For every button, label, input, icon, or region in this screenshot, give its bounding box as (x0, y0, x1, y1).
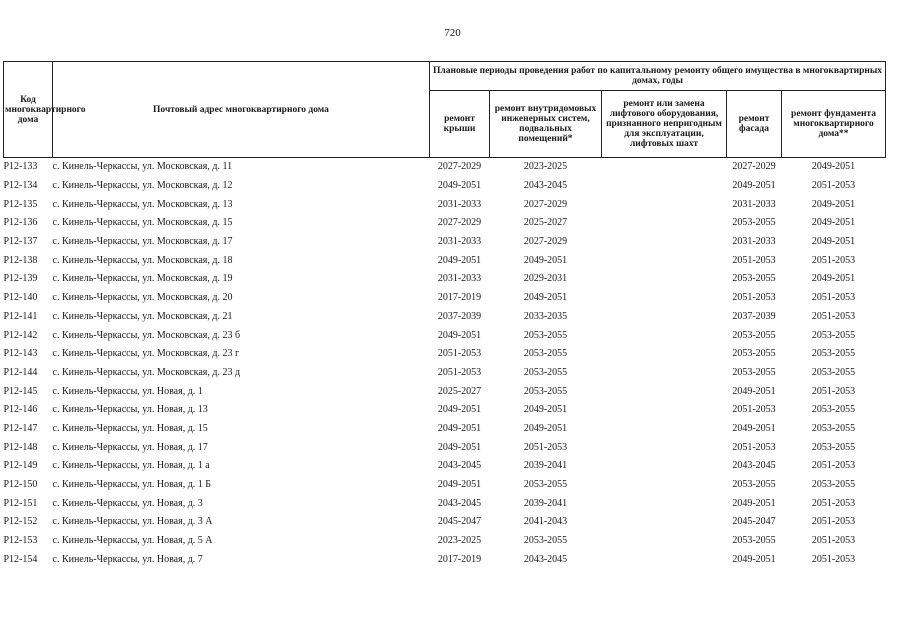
cell-facade: 2049-2051 (732, 385, 776, 397)
cell-address: с. Кинель-Черкассы, ул. Московская, д. 19 (52, 273, 233, 285)
cell-foundation: 2053-2055 (811, 479, 856, 491)
cell-facade: 2053-2055 (732, 329, 776, 341)
cell-lift (602, 401, 727, 420)
cell-code: Р12-139 (3, 273, 38, 285)
table-row (4, 158, 886, 177)
cell-facade: 2049-2051 (732, 553, 776, 565)
cell-roof: 2043-2045 (437, 497, 482, 509)
cell-facade: 2031-2033 (732, 236, 776, 248)
table-row (4, 476, 886, 495)
cell-lift (602, 494, 727, 513)
cell-systems: 2043-2045 (523, 180, 568, 192)
table-body (4, 158, 886, 570)
cell-lift (602, 476, 727, 495)
cell-foundation: 2051-2053 (811, 516, 856, 528)
cell-facade: 2053-2055 (732, 479, 776, 491)
table-row (4, 401, 886, 420)
cell-code: Р12-149 (3, 460, 38, 472)
cell-roof: 2031-2033 (437, 198, 482, 210)
cell-code: Р12-146 (3, 404, 38, 416)
cell-roof: 2043-2045 (437, 460, 482, 472)
cell-lift (602, 382, 727, 401)
cell-systems: 2039-2041 (523, 497, 568, 509)
table-row (4, 308, 886, 327)
cell-foundation: 2049-2051 (811, 236, 856, 248)
cell-lift (602, 270, 727, 289)
cell-lift (602, 251, 727, 270)
cell-address: с. Кинель-Черкассы, ул. Московская, д. 23 д (52, 366, 241, 378)
page-number: 720 (444, 27, 461, 39)
cell-systems: 2053-2055 (523, 535, 568, 547)
cell-foundation: 2051-2053 (811, 180, 856, 192)
cell-code: Р12-144 (3, 366, 38, 378)
cell-systems: 2049-2051 (523, 254, 568, 266)
cell-lift (602, 532, 727, 551)
table-row (4, 494, 886, 513)
cell-lift (602, 364, 727, 383)
cell-systems: 2023-2025 (523, 161, 568, 173)
cell-roof: 2027-2029 (437, 161, 482, 173)
cell-code: Р12-142 (3, 329, 38, 341)
cell-lift (602, 289, 727, 308)
table-row (4, 214, 886, 233)
cell-address: с. Кинель-Черкассы, ул. Новая, д. 3 А (52, 516, 213, 528)
cell-systems: 2025-2027 (523, 217, 568, 229)
cell-facade: 2031-2033 (732, 198, 776, 210)
cell-systems: 2049-2051 (523, 404, 568, 416)
cell-systems: 2051-2053 (523, 441, 568, 453)
cell-foundation: 2051-2053 (811, 254, 856, 266)
cell-systems: 2053-2055 (523, 366, 568, 378)
cell-address: с. Кинель-Черкассы, ул. Московская, д. 18 (52, 254, 233, 266)
cell-code: Р12-151 (3, 497, 38, 509)
cell-lift (602, 177, 727, 196)
cell-roof: 2051-2053 (437, 348, 482, 360)
cell-roof: 2049-2051 (437, 422, 482, 434)
cell-systems: 2043-2045 (523, 553, 568, 565)
cell-code: Р12-152 (3, 516, 38, 528)
table-row (4, 550, 886, 569)
cell-code: Р12-150 (3, 479, 38, 491)
cell-address: с. Кинель-Черкассы, ул. Московская, д. 15 (52, 217, 233, 229)
cell-foundation: 2049-2051 (811, 161, 856, 173)
cell-code: Р12-140 (3, 292, 38, 304)
cell-lift (602, 326, 727, 345)
cell-roof: 2049-2051 (437, 404, 482, 416)
cell-foundation: 2053-2055 (811, 366, 856, 378)
cell-code: Р12-133 (3, 161, 38, 173)
cell-facade: 2053-2055 (732, 273, 776, 285)
header-planned-periods: Плановые периоды проведения работ по капитальному ремонту общего имущества в многоквартирных домах, годы (430, 62, 886, 91)
table-row (4, 326, 886, 345)
cell-address: с. Кинель-Черкассы, ул. Новая, д. 1 (52, 385, 203, 397)
cell-address: с. Кинель-Черкассы, ул. Московская, д. 23 б (52, 329, 241, 341)
cell-address: с. Кинель-Черкассы, ул. Новая, д. 17 (52, 441, 208, 453)
cell-facade: 2053-2055 (732, 535, 776, 547)
table-row (4, 382, 886, 401)
cell-facade: 2051-2053 (732, 404, 776, 416)
cell-address: с. Кинель-Черкассы, ул. Московская, д. 17 (52, 236, 233, 248)
cell-foundation: 2053-2055 (811, 441, 856, 453)
cell-facade: 2043-2045 (732, 460, 776, 472)
cell-foundation: 2049-2051 (811, 273, 856, 285)
cell-roof: 2049-2051 (437, 254, 482, 266)
cell-code: Р12-138 (3, 254, 38, 266)
table-row (4, 457, 886, 476)
cell-address: с. Кинель-Черкассы, ул. Московская, д. 20 (52, 292, 233, 304)
cell-foundation: 2049-2051 (811, 217, 856, 229)
cell-address: с. Кинель-Черкассы, ул. Новая, д. 1 а (52, 460, 210, 472)
header-code: Код многоквартирного дома (4, 62, 53, 158)
cell-foundation: 2053-2055 (811, 348, 856, 360)
cell-lift (602, 420, 727, 439)
cell-foundation: 2051-2053 (811, 385, 856, 397)
cell-address: с. Кинель-Черкассы, ул. Московская, д. 11 (52, 161, 233, 173)
cell-code: Р12-153 (3, 535, 38, 547)
header-lift: ремонт или замена лифтового оборудования, признанного непригодным для эксплуатации, лифтовых шахт (602, 91, 727, 158)
cell-address: с. Кинель-Черкассы, ул. Новая, д. 15 (52, 422, 208, 434)
header-roof: ремонт крыши (430, 91, 490, 158)
cell-foundation: 2053-2055 (811, 422, 856, 434)
table-row (4, 345, 886, 364)
cell-systems: 2049-2051 (523, 292, 568, 304)
table-row (4, 195, 886, 214)
cell-systems: 2053-2055 (523, 348, 568, 360)
cell-roof: 2051-2053 (437, 366, 482, 378)
cell-roof: 2037-2039 (437, 310, 482, 322)
cell-foundation: 2051-2053 (811, 535, 856, 547)
cell-lift (602, 214, 727, 233)
cell-lift (602, 195, 727, 214)
cell-lift (602, 438, 727, 457)
cell-systems: 2053-2055 (523, 479, 568, 491)
cell-facade: 2053-2055 (732, 217, 776, 229)
cell-facade: 2051-2053 (732, 292, 776, 304)
cell-code: Р12-135 (3, 198, 38, 210)
cell-facade: 2045-2047 (732, 516, 776, 528)
cell-facade: 2053-2055 (732, 366, 776, 378)
cell-systems: 2029-2031 (523, 273, 568, 285)
cell-roof: 2027-2029 (437, 217, 482, 229)
cell-foundation: 2053-2055 (811, 404, 856, 416)
cell-roof: 2049-2051 (437, 329, 482, 341)
repair-schedule-table (3, 61, 886, 569)
cell-facade: 2049-2051 (732, 422, 776, 434)
cell-facade: 2049-2051 (732, 180, 776, 192)
cell-roof: 2049-2051 (437, 441, 482, 453)
cell-facade: 2027-2029 (732, 161, 776, 173)
cell-foundation: 2049-2051 (811, 198, 856, 210)
cell-systems: 2027-2029 (523, 236, 568, 248)
cell-code: Р12-141 (3, 310, 38, 322)
cell-address: с. Кинель-Черкассы, ул. Московская, д. 21 (52, 310, 233, 322)
cell-roof: 2031-2033 (437, 273, 482, 285)
cell-roof: 2049-2051 (437, 479, 482, 491)
table-row (4, 532, 886, 551)
cell-systems: 2041-2043 (523, 516, 568, 528)
cell-address: с. Кинель-Черкассы, ул. Новая, д. 7 (52, 553, 203, 565)
cell-address: с. Кинель-Черкассы, ул. Новая, д. 1 Б (52, 479, 212, 491)
cell-foundation: 2051-2053 (811, 497, 856, 509)
cell-foundation: 2051-2053 (811, 553, 856, 565)
table-row (4, 289, 886, 308)
cell-systems: 2053-2055 (523, 329, 568, 341)
table-row (4, 177, 886, 196)
cell-foundation: 2051-2053 (811, 460, 856, 472)
cell-roof: 2017-2019 (437, 292, 482, 304)
header-systems: ремонт внутридомовых инженерных систем, подвальных помещений* (490, 91, 602, 158)
cell-address: с. Кинель-Черкассы, ул. Московская, д. 13 (52, 198, 233, 210)
cell-roof: 2025-2027 (437, 385, 482, 397)
cell-facade: 2037-2039 (732, 310, 776, 322)
cell-foundation: 2051-2053 (811, 310, 856, 322)
cell-lift (602, 457, 727, 476)
cell-systems: 2033-2035 (523, 310, 568, 322)
cell-code: Р12-134 (3, 180, 38, 192)
cell-address: с. Кинель-Черкассы, ул. Новая, д. 13 (52, 404, 208, 416)
cell-code: Р12-148 (3, 441, 38, 453)
cell-foundation: 2053-2055 (811, 329, 856, 341)
cell-facade: 2049-2051 (732, 497, 776, 509)
header-foundation: ремонт фундамента многоквартирного дома** (782, 91, 886, 158)
cell-facade: 2053-2055 (732, 348, 776, 360)
cell-foundation: 2051-2053 (811, 292, 856, 304)
cell-lift (602, 513, 727, 532)
cell-systems: 2053-2055 (523, 385, 568, 397)
table-row (4, 251, 886, 270)
cell-code: Р12-154 (3, 553, 38, 565)
cell-code: Р12-145 (3, 385, 38, 397)
cell-address: с. Кинель-Черкассы, ул. Новая, д. 5 А (52, 535, 213, 547)
cell-roof: 2017-2019 (437, 553, 482, 565)
cell-facade: 2051-2053 (732, 441, 776, 453)
cell-systems: 2049-2051 (523, 422, 568, 434)
cell-roof: 2045-2047 (437, 516, 482, 528)
cell-lift (602, 550, 727, 569)
cell-lift (602, 158, 727, 177)
cell-facade: 2051-2053 (732, 254, 776, 266)
table-row (4, 270, 886, 289)
cell-lift (602, 345, 727, 364)
header-address: Почтовый адрес многоквартирного дома (53, 62, 430, 158)
cell-lift (602, 233, 727, 252)
cell-roof: 2049-2051 (437, 180, 482, 192)
table-row (4, 364, 886, 383)
cell-systems: 2039-2041 (523, 460, 568, 472)
cell-code: Р12-136 (3, 217, 38, 229)
table-row (4, 420, 886, 439)
cell-code: Р12-137 (3, 236, 38, 248)
table-row (4, 233, 886, 252)
cell-roof: 2031-2033 (437, 236, 482, 248)
cell-address: с. Кинель-Черкассы, ул. Новая, д. 3 (52, 497, 203, 509)
cell-code: Р12-147 (3, 422, 38, 434)
cell-roof: 2023-2025 (437, 535, 482, 547)
cell-address: с. Кинель-Черкассы, ул. Московская, д. 23 г (52, 348, 240, 360)
cell-code: Р12-143 (3, 348, 38, 360)
table-row (4, 513, 886, 532)
cell-systems: 2027-2029 (523, 198, 568, 210)
header-facade: ремонт фасада (727, 91, 782, 158)
table-row (4, 438, 886, 457)
cell-address: с. Кинель-Черкассы, ул. Московская, д. 12 (52, 180, 233, 192)
cell-lift (602, 308, 727, 327)
